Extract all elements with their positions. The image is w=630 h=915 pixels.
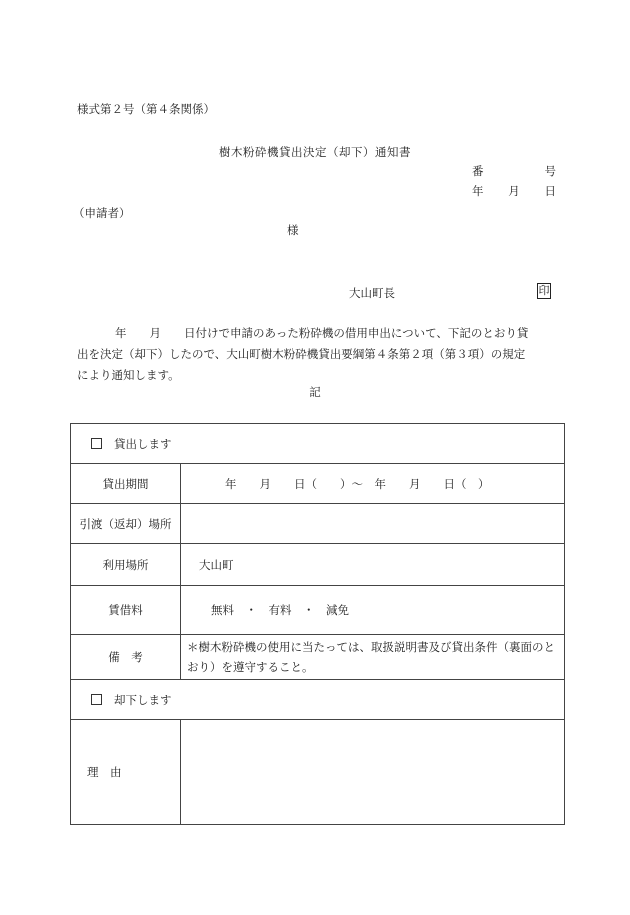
form-number: 様式第２号（第４条関係） <box>77 102 215 116</box>
handover-label: 引渡（返却）場所 <box>71 504 181 544</box>
approve-row <box>71 424 565 464</box>
notification-body <box>77 323 558 386</box>
ki-heading: 記 <box>309 385 321 399</box>
approve-checkbox[interactable] <box>91 438 102 449</box>
remarks-value: ＊樹木粉砕機の使用に当たっては、取扱説明書及び貸出条件（裏面のとおり）を遵守すること。 <box>181 635 565 680</box>
remarks-row <box>71 635 565 680</box>
handover-row <box>71 504 565 544</box>
reject-cell <box>71 680 565 720</box>
fee-value[interactable]: 無料 ・ 有料 ・ 減免 <box>181 586 565 635</box>
reject-label: 却下します <box>114 692 172 707</box>
mayor-signature: 大山町長 <box>349 286 395 300</box>
document-date-line <box>472 183 556 199</box>
document-number-line <box>472 163 556 179</box>
body-line-3: により通知します。 <box>77 368 180 382</box>
approve-cell <box>71 424 565 464</box>
use-place-row <box>71 544 565 586</box>
decision-table <box>70 423 565 825</box>
use-place-label: 利用場所 <box>71 544 181 586</box>
period-value[interactable]: 年 月 日（ ）～ 年 月 日（ ） <box>181 464 565 504</box>
document-title: 樹木粉砕機貸出決定（却下）通知書 <box>219 145 411 159</box>
remarks-label: 備 考 <box>71 635 181 680</box>
number-label-go: 号 <box>544 164 556 178</box>
number-label-ban: 番 <box>472 164 484 178</box>
fee-label: 賃借料 <box>71 586 181 635</box>
reject-checkbox[interactable] <box>91 694 102 705</box>
reject-row <box>71 680 565 720</box>
reason-value[interactable] <box>181 720 565 825</box>
body-line-1: 年 月 日付けで申請のあった粉砕機の借用申出について、下記のとおり貸 <box>115 326 529 340</box>
period-row <box>71 464 565 504</box>
honorific-sama: 様 <box>287 223 299 237</box>
applicant-label: （申請者） <box>73 206 131 220</box>
date-day-label: 日 <box>544 184 556 198</box>
reason-row <box>71 720 565 825</box>
seal-mark: 印 <box>538 284 550 297</box>
reason-label: 理 由 <box>71 720 181 825</box>
date-year-label: 年 <box>472 184 484 198</box>
approve-label: 貸出します <box>114 436 172 451</box>
body-line-2: 出を決定（却下）したので、大山町樹木粉砕機貸出要綱第４条第２項（第３項）の規定 <box>77 347 526 361</box>
date-month-label: 月 <box>508 184 520 198</box>
fee-row <box>71 586 565 635</box>
period-label: 貸出期間 <box>71 464 181 504</box>
use-place-value[interactable]: 大山町 <box>181 544 565 586</box>
handover-value[interactable] <box>181 504 565 544</box>
